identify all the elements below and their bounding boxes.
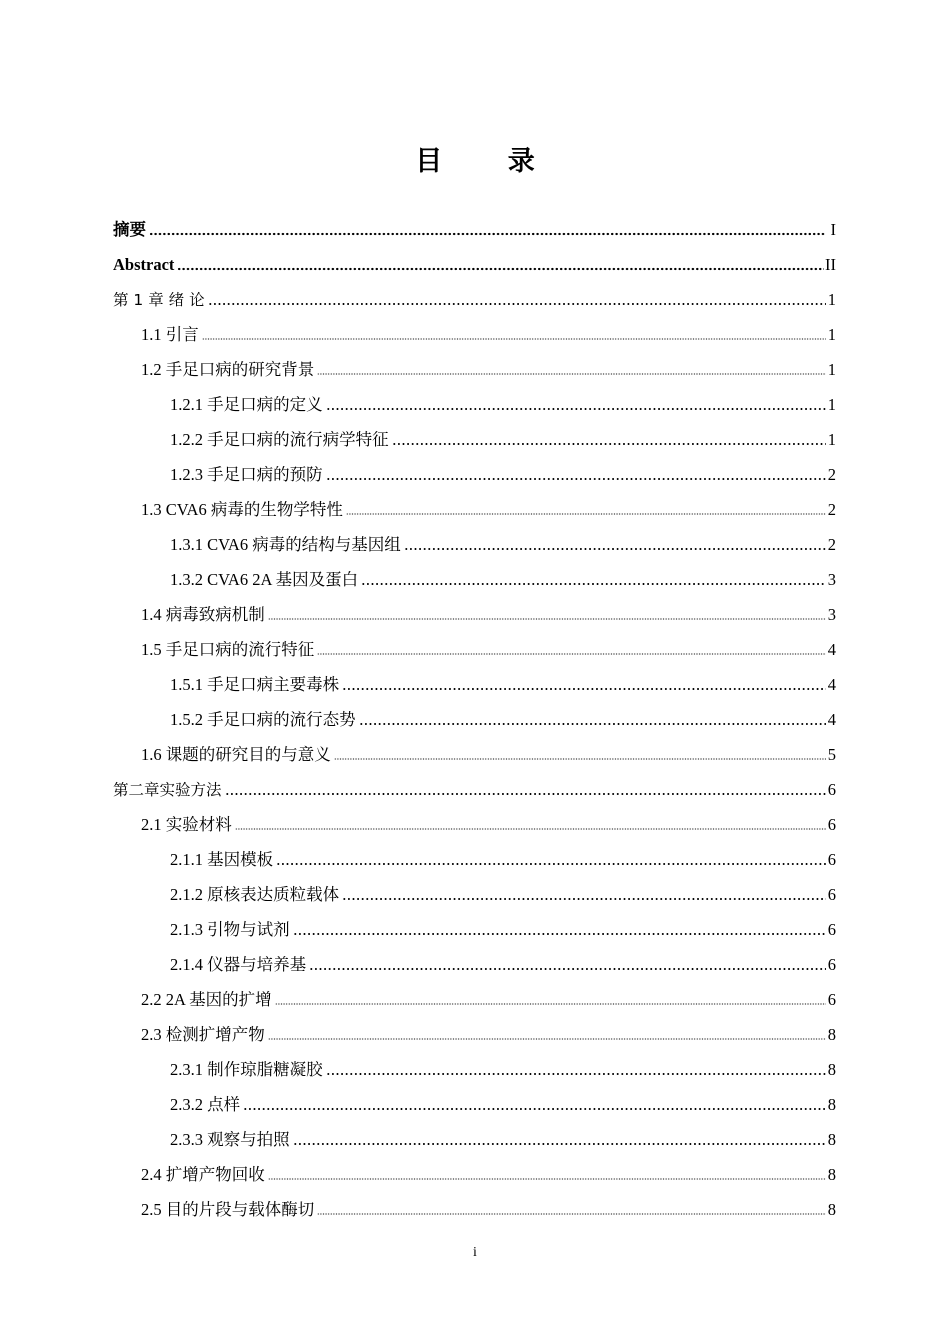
toc-entry-1-2-2[interactable]: [113, 422, 836, 457]
toc-entry-2-1-1[interactable]: [113, 842, 836, 877]
toc-entry-page: 8: [827, 1130, 836, 1149]
dot-leader: [359, 716, 826, 728]
toc-entry-page: 6: [827, 920, 836, 939]
toc-entry-page: 1: [827, 430, 836, 449]
toc-entry-label: 1.3.2 CVA6 2A 基因及蛋白: [170, 570, 359, 589]
dot-leader: [404, 541, 826, 553]
toc-entry-page: 3: [827, 570, 836, 589]
toc-entry-1-2-3[interactable]: [113, 457, 836, 492]
toc-entry-1-3-2[interactable]: [113, 562, 836, 597]
dot-leader: [202, 331, 826, 343]
toc-entry-page: 4: [827, 675, 836, 694]
toc-entry-abstract-cn[interactable]: [113, 212, 836, 247]
toc-entry-2-5[interactable]: [113, 1192, 836, 1227]
toc-entry-label: 2.4 扩增产物回收: [141, 1165, 265, 1184]
toc-entry-2-3-2[interactable]: [113, 1087, 836, 1122]
toc-entry-page: 6: [827, 885, 836, 904]
dot-leader: [268, 1031, 826, 1043]
toc-entry-label: 2.2 2A 基因的扩增: [141, 990, 272, 1009]
dot-leader: [342, 681, 826, 693]
toc-entry-label: 2.1.4 仪器与培养基: [170, 955, 307, 974]
page-title: 目 录: [415, 146, 563, 177]
toc-entry-label: 1.2.3 手足口病的预防: [170, 465, 323, 484]
toc-entry-label: 摘要: [113, 220, 146, 239]
toc-entry-page: 1: [827, 290, 836, 309]
dot-leader: [326, 1066, 826, 1078]
toc-entry-label: 第 1 章 绪 论: [113, 291, 205, 309]
dot-leader: [268, 1171, 826, 1183]
toc-entry-2-1-4[interactable]: [113, 947, 836, 982]
dot-leader: [208, 296, 826, 308]
toc-entry-label: 1.5 手足口病的流行特征: [141, 640, 315, 659]
toc-entry-label: 2.3.1 制作琼脂糖凝胶: [170, 1060, 323, 1079]
toc-entry-page: 4: [827, 710, 836, 729]
dot-leader: [177, 261, 824, 273]
toc-entry-2-1[interactable]: [113, 807, 836, 842]
toc-entry-chapter-2[interactable]: [113, 772, 836, 807]
toc-entry-page: 6: [827, 955, 836, 974]
toc-entry-1-5[interactable]: [113, 632, 836, 667]
toc-entry-page: 8: [827, 1165, 836, 1184]
toc-entry-page: 5: [827, 745, 836, 764]
dot-leader: [317, 646, 826, 658]
toc-entry-2-1-3[interactable]: [113, 912, 836, 947]
toc-entry-label: 1.4 病毒致病机制: [141, 605, 265, 624]
toc-entry-label: 2.1.3 引物与试剂: [170, 920, 290, 939]
dot-leader: [346, 506, 826, 518]
toc-entry-page: 4: [827, 640, 836, 659]
dot-leader: [326, 471, 826, 483]
page-number: i: [473, 1245, 477, 1260]
dot-leader: [235, 821, 826, 833]
table-of-contents: [113, 212, 836, 1227]
toc-entry-1-5-1[interactable]: [113, 667, 836, 702]
toc-entry-page: II: [825, 255, 836, 274]
toc-entry-label: 1.5.1 手足口病主要毒株: [170, 675, 340, 694]
toc-entry-page: 6: [827, 850, 836, 869]
dot-leader: [149, 226, 826, 238]
dot-leader: [243, 1101, 826, 1113]
toc-entry-label: 1.3.1 CVA6 病毒的结构与基因组: [170, 535, 401, 554]
toc-entry-chapter-1[interactable]: [113, 282, 836, 317]
toc-entry-label: 1.1 引言: [141, 325, 199, 344]
dot-leader: [268, 611, 826, 623]
toc-entry-page: 8: [827, 1200, 836, 1219]
toc-entry-label: 2.1.1 基因模板: [170, 850, 274, 869]
toc-entry-label: 1.2 手足口病的研究背景: [141, 360, 315, 379]
toc-entry-page: 1: [827, 325, 836, 344]
toc-entry-label: 1.3 CVA6 病毒的生物学特性: [141, 500, 343, 519]
toc-entry-label: 第二章实验方法: [113, 781, 222, 799]
toc-entry-1-1[interactable]: [113, 317, 836, 352]
toc-entry-label: 1.2.1 手足口病的定义: [170, 395, 323, 414]
dot-leader: [326, 401, 826, 413]
toc-entry-page: 8: [827, 1025, 836, 1044]
toc-entry-1-3-1[interactable]: [113, 527, 836, 562]
toc-entry-1-2-1[interactable]: [113, 387, 836, 422]
toc-entry-2-3-3[interactable]: [113, 1122, 836, 1157]
dot-leader: [293, 926, 826, 938]
toc-entry-label: 2.3.3 观察与拍照: [170, 1130, 290, 1149]
toc-entry-page: I: [830, 220, 836, 239]
toc-entry-page: 1: [827, 395, 836, 414]
dot-leader: [275, 996, 826, 1008]
toc-entry-label: 1.5.2 手足口病的流行态势: [170, 710, 356, 729]
toc-entry-label: 2.3 检测扩增产物: [141, 1025, 265, 1044]
toc-entry-page: 8: [827, 1060, 836, 1079]
toc-entry-1-6[interactable]: [113, 737, 836, 772]
dot-leader: [309, 961, 826, 973]
toc-entry-2-1-2[interactable]: [113, 877, 836, 912]
toc-entry-2-3-1[interactable]: [113, 1052, 836, 1087]
toc-entry-page: 2: [827, 535, 836, 554]
dot-leader: [276, 856, 826, 868]
toc-entry-label: 2.1.2 原核表达质粒载体: [170, 885, 340, 904]
toc-entry-page: 6: [827, 780, 836, 799]
toc-entry-1-4[interactable]: [113, 597, 836, 632]
toc-entry-page: 2: [827, 465, 836, 484]
toc-entry-1-5-2[interactable]: [113, 702, 836, 737]
toc-entry-page: 2: [827, 500, 836, 519]
dot-leader: [392, 436, 826, 448]
dot-leader: [334, 751, 826, 763]
dot-leader: [342, 891, 826, 903]
toc-entry-1-2[interactable]: [113, 352, 836, 387]
toc-entry-2-3[interactable]: [113, 1017, 836, 1052]
toc-entry-page: 3: [827, 605, 836, 624]
toc-entry-label: 2.5 目的片段与载体酶切: [141, 1200, 315, 1219]
toc-entry-label: 1.2.2 手足口病的流行病学特征: [170, 430, 389, 449]
dot-leader: [317, 366, 826, 378]
dot-leader: [361, 576, 826, 588]
dot-leader: [317, 1206, 826, 1218]
toc-entry-label: 2.3.2 点样: [170, 1095, 241, 1114]
toc-entry-label: Abstract: [113, 255, 175, 274]
toc-entry-page: 8: [827, 1095, 836, 1114]
toc-entry-1-3[interactable]: [113, 492, 836, 527]
toc-entry-page: 6: [827, 815, 836, 834]
toc-entry-2-2[interactable]: [113, 982, 836, 1017]
toc-entry-abstract-en[interactable]: [113, 247, 836, 282]
toc-entry-page: 1: [827, 360, 836, 379]
dot-leader: [225, 786, 826, 798]
toc-entry-2-4[interactable]: [113, 1157, 836, 1192]
toc-entry-page: 6: [827, 990, 836, 1009]
toc-entry-label: 1.6 课题的研究目的与意义: [141, 745, 331, 764]
toc-entry-label: 2.1 实验材料: [141, 815, 232, 834]
dot-leader: [293, 1136, 826, 1148]
